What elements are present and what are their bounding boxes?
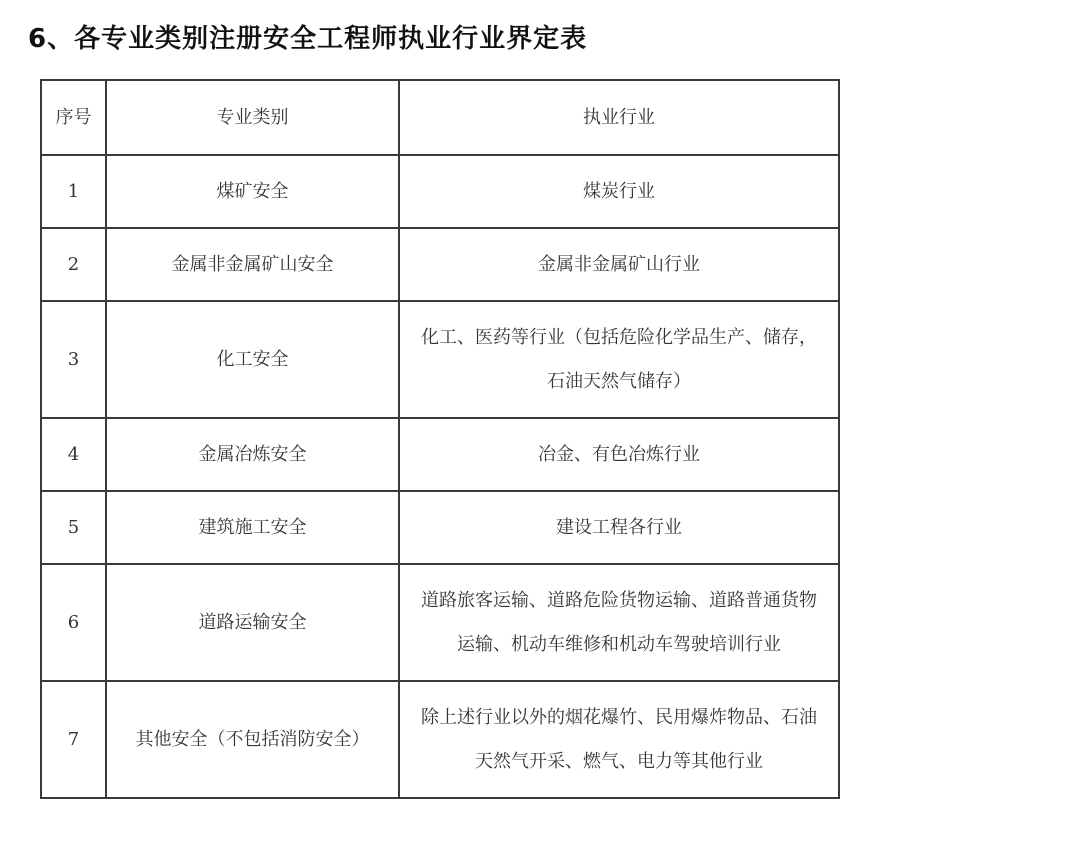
row-industry-line: 除上述行业以外的烟花爆竹、民用爆炸物品、石油 <box>421 706 817 728</box>
row-industry <box>399 301 839 418</box>
row-industry-line: 道路旅客运输、道路危险货物运输、道路普通货物 <box>421 589 817 611</box>
header-industry: 执业行业 <box>399 80 839 155</box>
row-industry-line: 石油天然气储存） <box>547 370 691 392</box>
row-industry <box>399 681 839 798</box>
row-industry-line: 化工、医药等行业（包括危险化学品生产、储存， <box>421 326 817 348</box>
row-number: 6 <box>41 564 106 681</box>
table-row <box>41 418 839 491</box>
table-row <box>41 564 839 681</box>
row-industry-line: 天然气开采、燃气、电力等其他行业 <box>475 750 763 772</box>
row-number: 4 <box>41 418 106 491</box>
row-industry <box>399 564 839 681</box>
table-row <box>41 301 839 418</box>
table-row <box>41 155 839 228</box>
row-category: 金属冶炼安全 <box>106 418 399 491</box>
row-category: 金属非金属矿山安全 <box>106 228 399 301</box>
row-number: 3 <box>41 301 106 418</box>
row-category: 煤矿安全 <box>106 155 399 228</box>
row-industry: 金属非金属矿山行业 <box>399 228 839 301</box>
row-category: 其他安全（不包括消防安全） <box>106 681 399 798</box>
header-serial-number: 序号 <box>41 80 106 155</box>
row-industry: 冶金、有色冶炼行业 <box>399 418 839 491</box>
header-category: 专业类别 <box>106 80 399 155</box>
row-industry-line: 运输、机动车维修和机动车驾驶培训行业 <box>457 633 781 655</box>
table-header-row <box>41 80 839 155</box>
row-number: 7 <box>41 681 106 798</box>
industry-definition-table <box>40 79 840 799</box>
table-row <box>41 491 839 564</box>
row-category: 化工安全 <box>106 301 399 418</box>
row-category: 建筑施工安全 <box>106 491 399 564</box>
row-category: 道路运输安全 <box>106 564 399 681</box>
table-row <box>41 681 839 798</box>
row-industry: 建设工程各行业 <box>399 491 839 564</box>
document-title: 6、各专业类别注册安全工程师执业行业界定表 <box>28 24 588 54</box>
table-row <box>41 228 839 301</box>
row-number: 5 <box>41 491 106 564</box>
row-industry: 煤炭行业 <box>399 155 839 228</box>
row-number: 2 <box>41 228 106 301</box>
row-number: 1 <box>41 155 106 228</box>
